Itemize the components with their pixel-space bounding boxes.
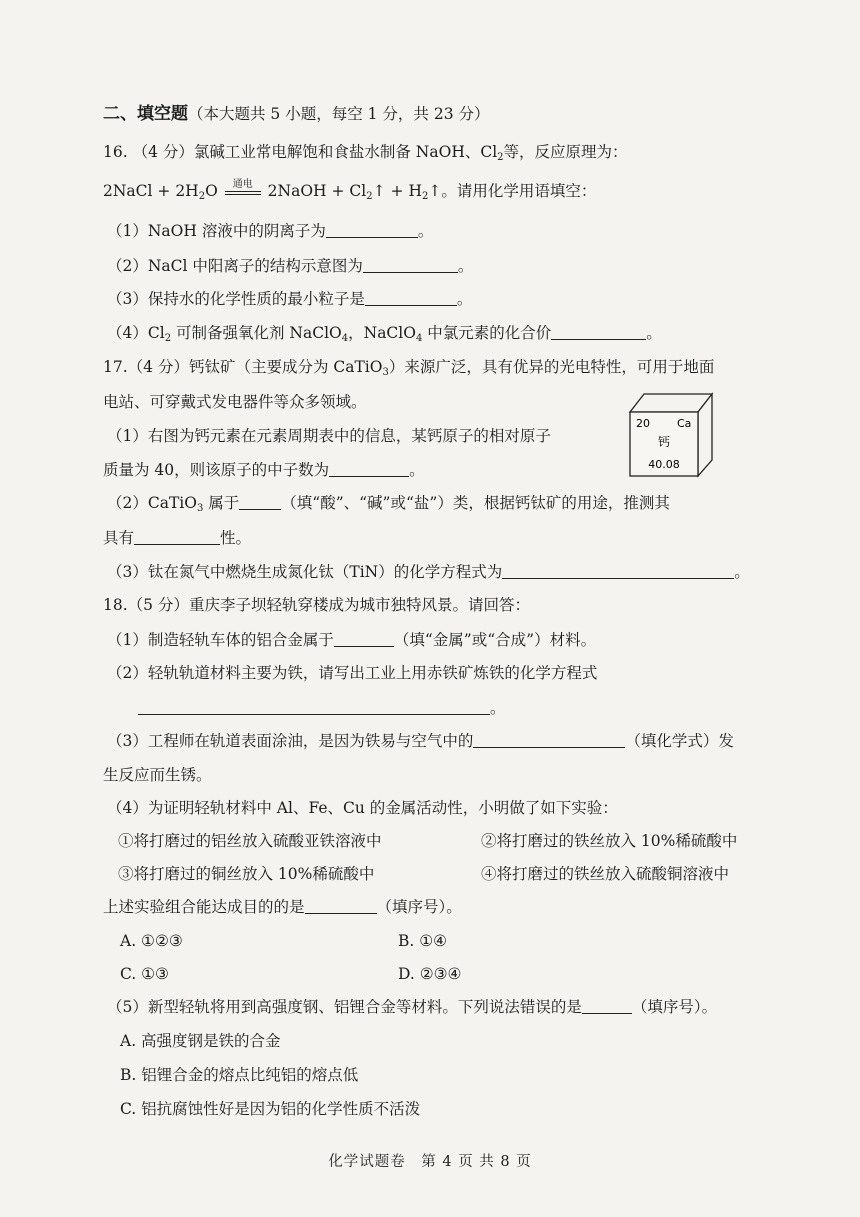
calcium-element-card — [622, 390, 718, 480]
question-text: ，NaClO — [348, 324, 416, 342]
reaction-condition: 通电 — [232, 179, 253, 190]
atomic-mass: 40.08 — [648, 458, 680, 471]
q18-part5-option-b[interactable]: B. 铝锂合金的熔点比纯铝的熔点低 — [120, 1066, 359, 1084]
experiment-4: ④将打磨过的铁丝放入硫酸铜溶液中 — [481, 865, 730, 883]
section-title: 二、填空题 — [103, 104, 188, 124]
eq-right-end: ↑。请用化学用语填空： — [428, 182, 597, 200]
question-text: （填化学式）发 — [625, 732, 734, 750]
subscript: 4 — [415, 333, 423, 344]
answer-blank[interactable] — [365, 291, 457, 306]
q17-part1-line1: （1）右图为钙元素在元素周期表中的信息，某钙原子的相对原子 — [107, 427, 551, 445]
question-text: 17.（4 分）钙钛矿（主要成分为 CaTiO — [103, 358, 383, 376]
question-text: （填序号）。 — [376, 898, 462, 916]
question-text: （3）钛在氮气中燃烧生成氮化钛（TiN）的化学方程式为 — [107, 563, 503, 581]
section-header — [103, 103, 490, 125]
q16-part3 — [107, 288, 472, 310]
q16-part4 — [107, 322, 662, 350]
q16-equation — [103, 180, 596, 208]
question-text: 上述实验组合能达成目的的是 — [103, 898, 305, 916]
answer-blank[interactable] — [138, 700, 490, 715]
arrow-line — [225, 194, 261, 195]
question-text: （3）工程师在轨道表面涂油，是因为铁易与空气中的 — [107, 732, 474, 750]
punct: 。 — [417, 222, 434, 240]
eq-right: 2NaOH + Cl — [267, 182, 367, 200]
element-name: 钙 — [657, 435, 671, 449]
question-text: （2）CaTiO — [107, 494, 197, 512]
q18-part3-line2: 生反应而生锈。 — [103, 766, 212, 784]
question-text: （2）NaCl 中阳离子的结构示意图为 — [107, 257, 363, 275]
answer-blank[interactable] — [334, 632, 394, 647]
question-text: （1）NaOH 溶液中的阴离子为 — [107, 222, 326, 240]
q18-part5-option-c[interactable]: C. 铝抗腐蚀性好是因为铝的化学性质不活泼 — [120, 1100, 421, 1118]
answer-blank[interactable] — [363, 258, 458, 273]
question-text: （填序号）。 — [631, 998, 718, 1016]
answer-blank[interactable] — [326, 223, 418, 238]
experiment-3: ③将打磨过的铜丝放入 10%稀硫酸中 — [118, 865, 375, 883]
q18-part2-answer — [138, 697, 506, 719]
question-text: （4）Cl — [107, 324, 165, 342]
answer-blank[interactable] — [329, 462, 409, 477]
section-note: （本大题共 5 小题，每空 1 分，共 23 分） — [188, 105, 490, 123]
question-text: 具有 — [103, 529, 135, 547]
option-d[interactable]: D. ②③④ — [398, 965, 462, 983]
answer-blank[interactable] — [582, 999, 632, 1014]
subscript: 2 — [366, 191, 373, 202]
q18-part3 — [107, 730, 734, 752]
question-text: （填“金属”或“合成”）材料。 — [393, 631, 597, 649]
answer-blank[interactable] — [502, 564, 734, 579]
experiment-2: ②将打磨过的铁丝放入 10%稀硫酸中 — [481, 832, 738, 850]
question-text: （填“酸”、“碱”或“盐”）类，根据钙钛矿的用途，推测其 — [281, 494, 670, 512]
answer-blank[interactable] — [551, 325, 646, 340]
punct: 。 — [490, 699, 506, 717]
element-symbol: Ca — [677, 417, 692, 430]
q16-number: 16. — [103, 143, 128, 161]
punct: 。 — [409, 461, 425, 479]
subscript: 3 — [382, 367, 389, 378]
question-text: 可制备强氧化剂 NaClO — [171, 324, 342, 342]
subscript: 4 — [341, 333, 349, 344]
option-a[interactable]: A. ①②③ — [120, 932, 183, 950]
q17-part2 — [107, 492, 670, 520]
punct: 。 — [457, 257, 474, 275]
answer-blank[interactable] — [134, 530, 220, 545]
punct: 性。 — [220, 529, 252, 547]
q16-head-text-end: 等，反应原理为： — [503, 143, 628, 161]
answer-blank[interactable] — [305, 899, 377, 914]
q16-head — [103, 141, 628, 169]
question-text: 属于 — [203, 494, 240, 512]
q17-part1-line2 — [103, 459, 425, 481]
subscript: 3 — [196, 503, 204, 514]
option-c[interactable]: C. ①③ — [120, 965, 169, 983]
experiment-1: ①将打磨过的铝丝放入硫酸亚铁溶液中 — [118, 832, 382, 850]
q18-part5-option-a[interactable]: A. 高强度钢是铁的合金 — [120, 1032, 281, 1050]
subscript: 2 — [164, 333, 172, 344]
q18-part1 — [107, 629, 596, 651]
question-text: （5）新型轻轨将用到高强度钢、铝锂合金等材料。下列说法错误的是 — [107, 998, 582, 1016]
q18-part2: （2）轻轨轨道材料主要为铁，请写出工业上用赤铁矿炼铁的化学方程式 — [107, 664, 598, 682]
punct: 。 — [646, 324, 662, 342]
q16-part1 — [107, 220, 433, 242]
subscript: 2 — [497, 152, 504, 163]
q17-part3 — [107, 561, 750, 583]
subscript: 2 — [421, 191, 429, 202]
eq-left-end: O — [205, 182, 218, 200]
q16-part2 — [107, 255, 473, 277]
question-text: （3）保持水的化学性质的最小粒子是 — [107, 290, 365, 308]
punct: 。 — [734, 563, 750, 581]
option-b[interactable]: B. ①④ — [398, 932, 448, 950]
page-footer: 化学试题卷 第 4 页 共 8 页 — [328, 1154, 532, 1170]
eq-left: 2NaCl + 2H — [103, 182, 199, 200]
subscript: 2 — [198, 191, 206, 202]
answer-blank[interactable] — [473, 733, 625, 748]
q18-part4-question — [103, 896, 462, 918]
eq-right-mid: ↑ + H — [372, 182, 422, 200]
q16-head-text: （4 分）氯碱工业常电解饱和食盐水制备 NaOH、Cl — [132, 143, 498, 161]
reaction-arrow — [223, 180, 263, 202]
punct: 。 — [456, 290, 473, 308]
question-text: （1）制造轻轨车体的铝合金属于 — [107, 631, 334, 649]
arrow-line — [225, 191, 261, 192]
question-text: ）来源广泛，具有优异的光电特性，可用于地面 — [388, 358, 715, 376]
q18-part4: （4）为证明轻轨材料中 Al、Fe、Cu 的金属活动性，小明做了如下实验： — [107, 799, 618, 817]
q18-part5 — [107, 996, 717, 1018]
q17-part2-line2 — [103, 527, 251, 549]
q17-head-line2: 电站、可穿戴式发电器件等众多领域。 — [103, 393, 367, 411]
question-text: 质量为 40，则该原子的中子数为 — [103, 461, 330, 479]
answer-blank[interactable] — [239, 495, 281, 510]
atomic-number: 20 — [636, 417, 650, 430]
q17-head — [103, 356, 714, 384]
question-text: 中氯元素的化合价 — [422, 324, 552, 342]
q18-head: 18.（5 分）重庆李子坝轻轨穿楼成为城市独特风景。请回答： — [103, 596, 530, 614]
